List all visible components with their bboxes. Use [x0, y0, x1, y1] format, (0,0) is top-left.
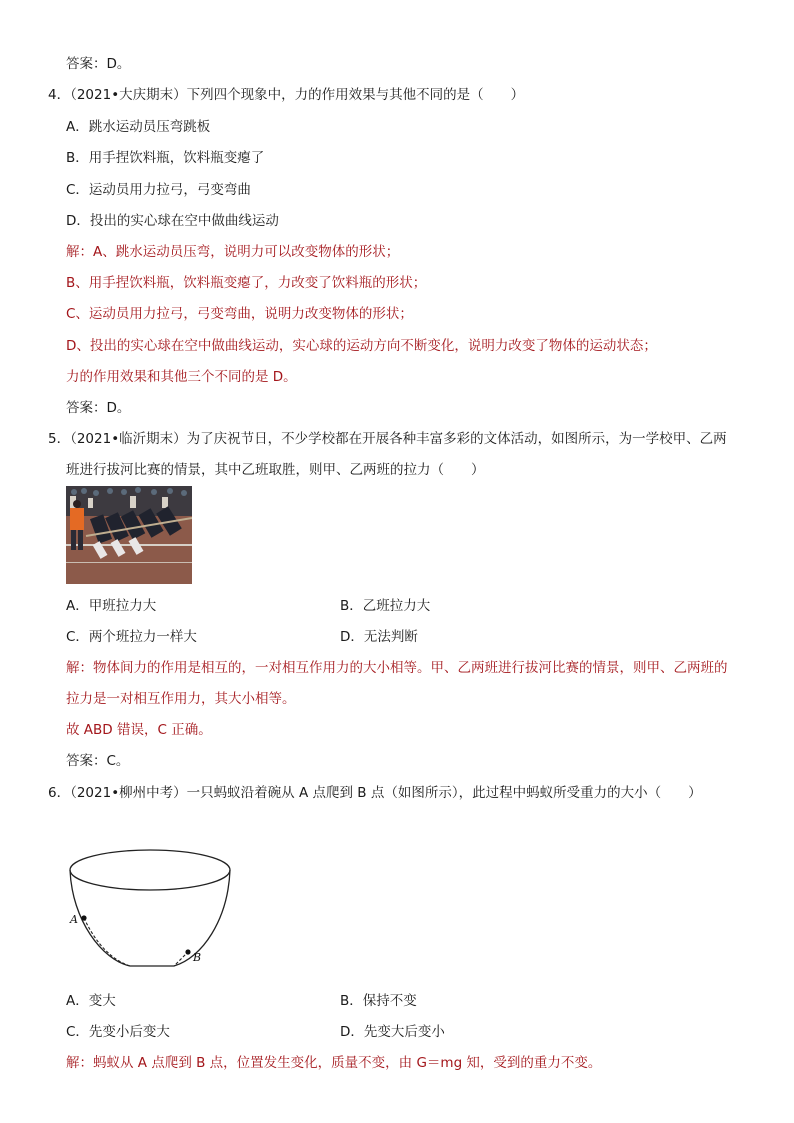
q4-solution-line: B、用手捏饮料瓶，饮料瓶变瘪了，力改变了饮料瓶的形状； [66, 275, 427, 291]
q4-option-b: B．用手捏饮料瓶，饮料瓶变瘪了 [66, 150, 265, 166]
q5-option-d: D．无法判断 [340, 629, 418, 645]
q6-option-d: D．先变大后变小 [340, 1024, 445, 1040]
bowl-diagram [62, 848, 242, 974]
question-6-stem: 6．（2021•柳州中考）一只蚂蚁沿着碗从 A 点爬到 B 点（如图所示），此过程中蚂蚁所受重力的大小（ ） [48, 785, 702, 801]
answer-line: 答案：D。 [66, 56, 131, 72]
tug-of-war-photo [66, 486, 192, 584]
question-4-stem: 4．（2021•大庆期末）下列四个现象中，力的作用效果与其他不同的是（ ） [48, 87, 525, 103]
q6-solution-line: 解：蚂蚁从 A 点爬到 B 点，位置发生变化，质量不变，由 G＝mg 知，受到的重力不变。 [66, 1055, 602, 1071]
point-b [185, 949, 190, 954]
q5-answer: 答案：C。 [66, 753, 130, 769]
q4-solution-line: 解：A、跳水运动员压弯，说明力可以改变物体的形状； [66, 244, 400, 260]
q4-option-a: A．跳水运动员压弯跳板 [66, 119, 211, 135]
q4-option-c: C．运动员用力拉弓，弓变弯曲 [66, 182, 251, 198]
q6-option-b: B．保持不变 [340, 993, 417, 1009]
q6-option-a: A．变大 [66, 993, 116, 1009]
q6-option-c: C．先变小后变大 [66, 1024, 170, 1040]
point-a [81, 915, 86, 920]
label-b: B [193, 951, 202, 964]
q4-option-d: D．投出的实心球在空中做曲线运动 [66, 213, 279, 229]
q4-solution-line: D、投出的实心球在空中做曲线运动，实心球的运动方向不断变化，说明力改变了物体的运动状态； [66, 338, 657, 354]
label-a: A [70, 913, 78, 926]
q4-solution-line: 力的作用效果和其他三个不同的是 D。 [66, 369, 297, 385]
q5-option-a: A．甲班拉力大 [66, 598, 157, 614]
q5-solution-line: 解：物体间力的作用是相互的，一对相互作用力的大小相等。甲、乙两班进行拔河比赛的情景，则甲、乙两班的 [66, 660, 728, 676]
q4-solution-line: C、运动员用力拉弓，弓变弯曲，说明力改变物体的形状； [66, 306, 413, 322]
q5-solution-line: 故 ABD 错误，C 正确。 [66, 722, 212, 738]
question-5-stem-cont: 班进行拔河比赛的情景，其中乙班取胜，则甲、乙两班的拉力（ ） [66, 462, 485, 478]
q5-option-b: B．乙班拉力大 [340, 598, 431, 614]
q4-answer: 答案：D。 [66, 400, 131, 416]
q5-option-c: C．两个班拉力一样大 [66, 629, 197, 645]
question-5-stem: 5．（2021•临沂期末）为了庆祝节日，不少学校都在开展各种丰富多彩的文体活动，如图所示，为一学校甲、乙两 [48, 431, 727, 447]
q5-solution-line: 拉力是一对相互作用力，其大小相等。 [66, 691, 296, 707]
bowl-figure [62, 848, 242, 974]
